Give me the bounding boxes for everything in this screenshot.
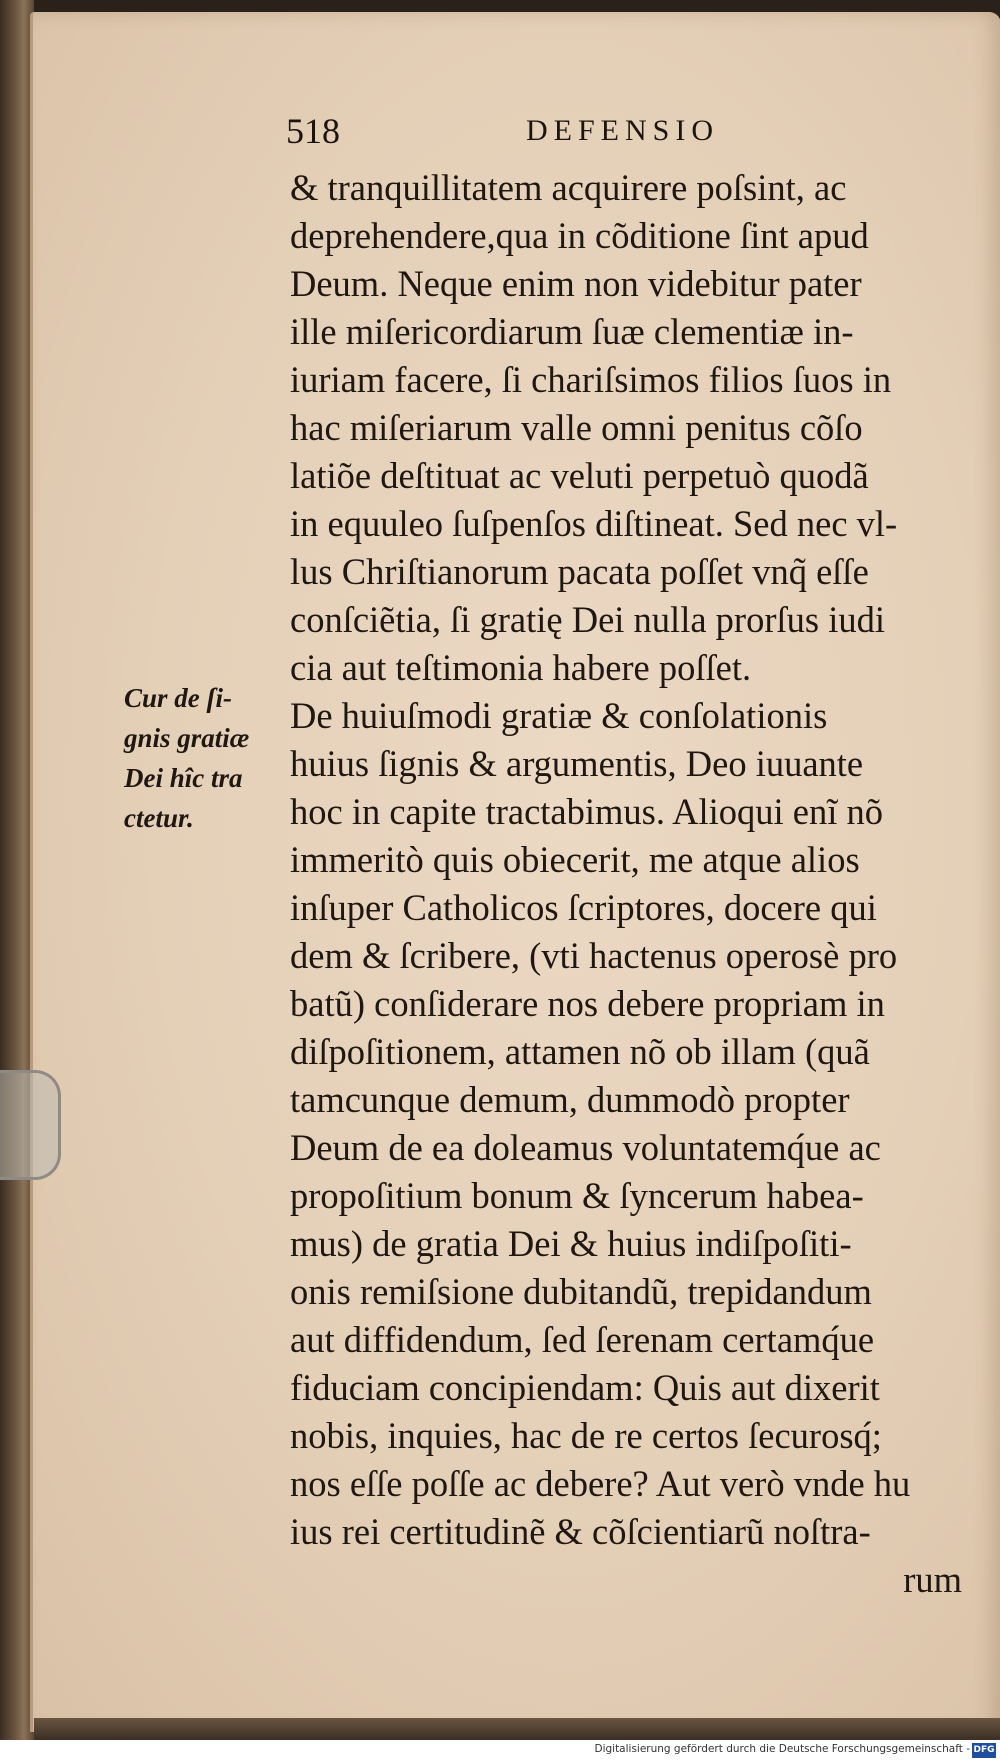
text-line: deprehendere,qua in cõditione ſint apud xyxy=(290,215,869,256)
text-line: batũ) conſiderare nos debere propriam in xyxy=(290,983,885,1024)
text-line: ius rei certitudinẽ & cõſcientiarũ noſtra- xyxy=(290,1511,871,1552)
text-line: nos eſſe poſſe ac debere? Aut verò vnde hu xyxy=(290,1463,911,1504)
marginal-note-line: Dei hîc tra xyxy=(124,763,243,793)
text-line: conſciẽtia, ſi gratię Dei nulla prorſus iudi xyxy=(290,599,885,640)
body-text xyxy=(290,164,980,1604)
text-line: fiduciam concipiendam: Quis aut dixerit xyxy=(290,1367,880,1408)
text-line: Deum de ea doleamus voluntatemq́ue ac xyxy=(290,1127,881,1168)
text-line: dem & ſcribere, (vti hactenus operosè pro xyxy=(290,935,898,976)
dfg-logo: DFG xyxy=(972,1743,996,1758)
page-header xyxy=(286,110,972,154)
text-line: propoſitium bonum & ſyncerum habea- xyxy=(290,1175,864,1216)
text-line: lus Chriſtianorum pacata poſſet vnq̃ eſſe xyxy=(290,551,869,592)
text-line: tamcunque demum, dummodò propter xyxy=(290,1079,850,1120)
page-block-edge xyxy=(34,1718,1000,1740)
text-line: immeritò quis obiecerit, me atque alios xyxy=(290,839,860,880)
text-line: & tranquillitatem acquirere poſsint, ac xyxy=(290,167,847,208)
running-title: DEFENSIO xyxy=(526,114,720,147)
marginal-note-line: gnis gratiæ xyxy=(124,723,250,753)
marginal-note-line: Cur de ſi- xyxy=(124,683,232,713)
text-line: Deum. Neque enim non videbitur pater xyxy=(290,263,862,304)
marginal-note-line: ctetur. xyxy=(124,803,194,833)
text-line: diſpoſitionem, attamen nõ ob illam (quã xyxy=(290,1031,870,1072)
text-line: hoc in capite tractabimus. Alioqui enĩ nõ xyxy=(290,791,883,832)
text-line: aut diffidendum, ſed ſerenam certamq́ue xyxy=(290,1319,875,1360)
catchword: rum xyxy=(903,1559,962,1600)
text-line: mus) de gratia Dei & huius indiſpoſiti- xyxy=(290,1223,852,1264)
text-line: ille miſericordiarum ſuæ clementiæ in- xyxy=(290,311,854,352)
text-line: iuriam facere, ſi chariſsimos filios ſuos in xyxy=(290,359,892,400)
marginal-note xyxy=(124,678,294,838)
text-line: inſuper Catholicos ſcriptores, docere qui xyxy=(290,887,877,928)
text-line: hac miſeriarum valle omni penitus cõſo xyxy=(290,407,863,448)
funding-credit: Digitalisierung gefördert durch die Deutsche Forschungsgemeinschaft - xyxy=(594,1743,970,1755)
page-clip xyxy=(0,1070,61,1180)
text-line: in equuleo ſuſpenſos diſtineat. Sed nec vl- xyxy=(290,503,898,544)
text-line: De huiuſmodi gratiæ & conſolationis xyxy=(290,695,828,736)
digitization-footer xyxy=(0,1740,1000,1762)
text-line: huius ſignis & argumentis, Deo iuuante xyxy=(290,743,864,784)
book-spine-edge xyxy=(0,0,34,1740)
text-line: latiõe deſtituat ac veluti perpetuò quodã xyxy=(290,455,869,496)
page-number: 518 xyxy=(286,111,340,151)
text-line: onis remiſsione dubitandũ, trepidandum xyxy=(290,1271,872,1312)
text-line: nobis, inquies, hac de re certos ſecurosq́; xyxy=(290,1415,882,1456)
text-line: cia aut teſtimonia habere poſſet. xyxy=(290,647,752,688)
